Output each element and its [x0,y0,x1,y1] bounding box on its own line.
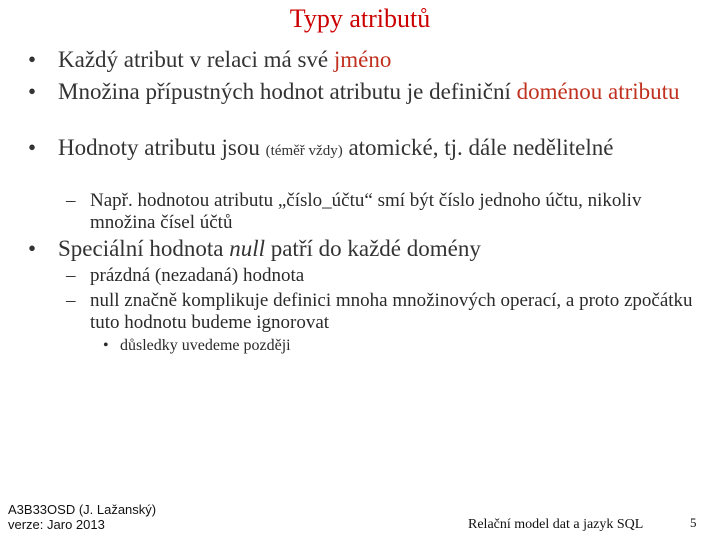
bullet-icon: • [28,79,37,104]
sub-item-example [66,190,680,234]
item-text-cont: patří do každé domény [264,236,481,261]
item-text: Množina přípustných hodnot atributu je definiční [58,79,517,104]
item-text-cont: atomické, tj. dále nedělitelné [342,135,614,160]
slide-title: Typy atributů [289,4,431,33]
bullet-icon: • [28,236,37,261]
item-text: Každý atribut v relaci má své [58,47,334,72]
sub-item-text: null značně komplikuje definici mnoha množinových operací, a proto zpočátku tuto hodnotu budeme ignorovat [90,290,693,333]
item-small-note: (téměř vždy) [265,143,343,159]
dash-icon: – [66,265,76,286]
bullet-item-atomic [28,135,628,164]
bullet-icon: • [103,337,109,354]
sub-item-text: Např. hodnotou atributu „číslo_účtu“ smí být číslo jednoho účtu, nikoliv množina čísel účtů [90,190,642,233]
page-number: 5 [690,515,697,530]
sub-item-text: prázdná (nezadaná) hodnota [90,265,305,286]
sub-item-empty [66,265,710,287]
item-text: Speciální hodnota [58,236,230,261]
bullet-item-name [28,47,698,72]
bullet-item-null [28,236,698,261]
item-italic: null [229,236,265,261]
bullet-icon: • [28,47,37,72]
sub-sub-item-consequences [103,337,291,355]
sub-sub-item-text: důsledky uvedeme později [120,337,291,354]
sub-item-complicates [66,290,708,334]
bullet-icon: • [28,135,37,160]
footer-center-title: Relační model dat a jazyk SQL [468,517,644,532]
footer-version-line: verze: Jaro 2013 [8,517,105,532]
item-text: Hodnoty atributu jsou [58,135,266,160]
footer-course-info [8,502,156,532]
item-accent: doménou atributu [516,79,680,104]
bullet-item-domain [28,79,698,104]
footer-course-line: A3B33OSD (J. Lažanský) [8,502,157,517]
dash-icon: – [66,290,76,311]
item-accent: jméno [333,47,392,72]
dash-icon: – [66,190,76,211]
